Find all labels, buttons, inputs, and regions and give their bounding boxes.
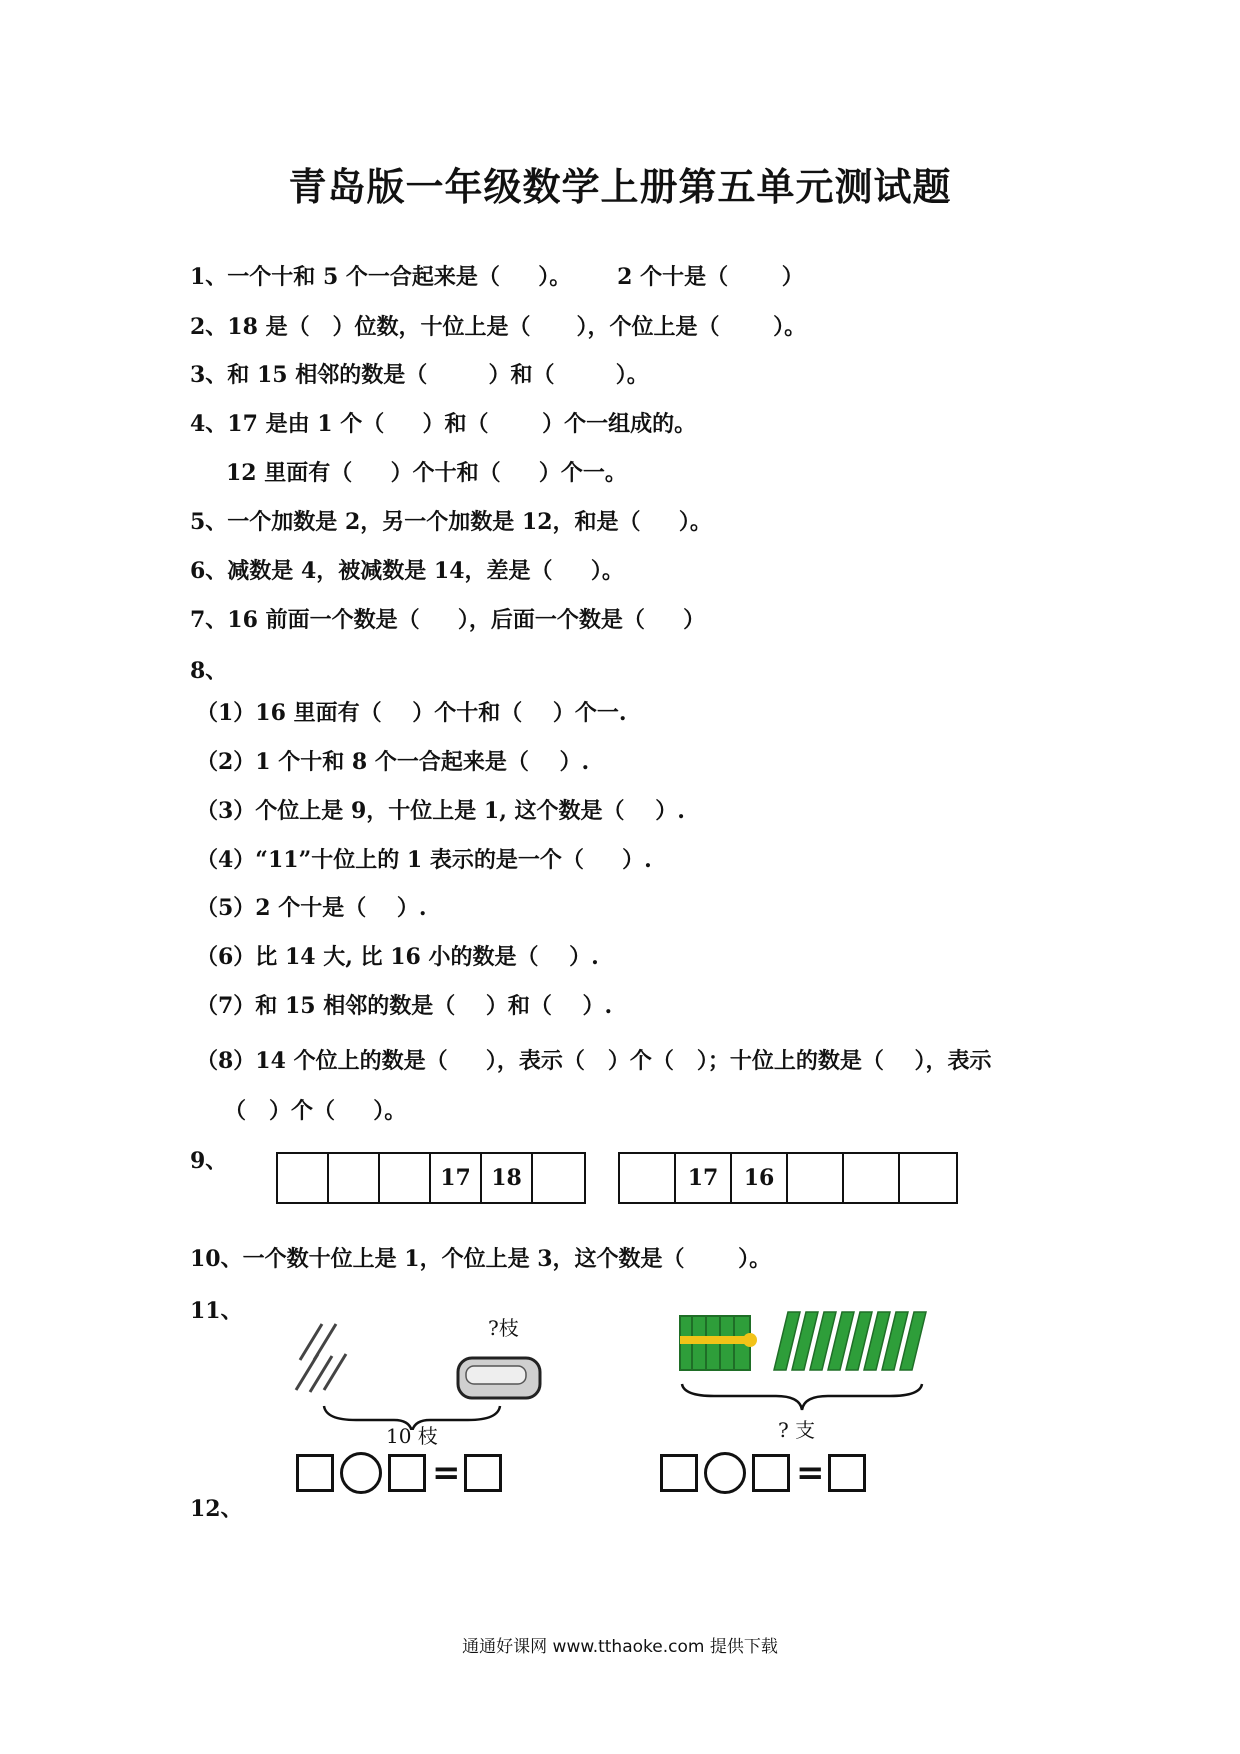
question-4b: 12 里面有（ ）个十和（ ）个一。 <box>226 460 627 486</box>
answer-box[interactable] <box>296 1454 334 1492</box>
answer-box[interactable] <box>464 1454 502 1492</box>
question-8-6: （6）比 14 大, 比 16 小的数是（ ）. <box>196 944 599 970</box>
number-grid-1 <box>276 1152 586 1204</box>
pencil-case-icon <box>458 1358 540 1398</box>
operator-circle[interactable] <box>340 1452 382 1494</box>
equals-sign: = <box>432 1453 461 1493</box>
grid-cell: 17 <box>676 1154 732 1202</box>
question-7: 7、16 前面一个数是（ ），后面一个数是（ ） <box>190 607 706 633</box>
grid-cell: 16 <box>732 1154 788 1202</box>
answer-box[interactable] <box>388 1454 426 1492</box>
page-title: 青岛版一年级数学上册第五单元测试题 <box>288 165 952 209</box>
question-8: 8、 <box>190 658 228 684</box>
question-12: 12、 <box>190 1496 243 1522</box>
question-3: 3、和 15 相邻的数是（ ）和（ ）。 <box>190 362 649 388</box>
right-brace <box>682 1384 922 1410</box>
pencil-icon <box>296 1324 346 1392</box>
equation-template-right <box>660 1452 866 1494</box>
answer-box[interactable] <box>828 1454 866 1492</box>
grid-cell <box>844 1154 900 1202</box>
right-total-label: ? 支 <box>778 1418 816 1442</box>
question-8-8b: （ ）个（ ）。 <box>224 1098 407 1124</box>
question-10: 10、一个数十位上是 1，个位上是 3，这个数是（ ）。 <box>190 1246 772 1272</box>
grid-cell <box>278 1154 329 1202</box>
footer-credit: 通通好课网 www.tthaoke.com 提供下载 <box>462 1637 778 1657</box>
grid-cell: 18 <box>482 1154 533 1202</box>
question-11: 11、 <box>190 1298 243 1324</box>
grid-cell <box>533 1154 584 1202</box>
stick-bundle-icon <box>680 1316 757 1370</box>
grid-cell <box>620 1154 676 1202</box>
grid-cell <box>329 1154 380 1202</box>
single-sticks-icon <box>774 1312 926 1370</box>
equation-template-left <box>296 1452 502 1494</box>
question-5: 5、一个加数是 2，另一个加数是 12，和是（ ）。 <box>190 509 712 535</box>
grid-cell <box>380 1154 431 1202</box>
answer-box[interactable] <box>660 1454 698 1492</box>
question-8-1: （1）16 里面有（ ）个十和（ ）个一. <box>196 700 627 726</box>
equals-sign: = <box>796 1453 825 1493</box>
left-question-label: ?枝 <box>488 1316 519 1340</box>
question-8-8a: （8）14 个位上的数是（ ），表示（ ）个（ ）；十位上的数是（ ），表示 <box>196 1048 992 1074</box>
question-8-5: （5）2 个十是（ ）. <box>196 895 427 921</box>
pencils-and-case-illustration <box>286 1310 566 1430</box>
question-8-3: （3）个位上是 9，十位上是 1, 这个数是（ ）. <box>196 798 685 824</box>
sticks-illustration <box>676 1306 956 1426</box>
question-6: 6、减数是 4，被减数是 14，差是（ ）。 <box>190 558 624 584</box>
number-grid-2 <box>618 1152 958 1204</box>
question-8-7: （7）和 15 相邻的数是（ ）和（ ）. <box>196 993 613 1019</box>
answer-box[interactable] <box>752 1454 790 1492</box>
grid-cell <box>900 1154 956 1202</box>
question-2: 2、18 是（ ）位数，十位上是（ ），个位上是（ ）。 <box>190 314 807 340</box>
grid-cell: 17 <box>431 1154 482 1202</box>
question-9: 9、 <box>190 1148 228 1174</box>
grid-cell <box>788 1154 844 1202</box>
question-1: 1、一个十和 5 个一合起来是（ ）。 2 个十是（ ） <box>190 264 804 290</box>
question-8-2: （2）1 个十和 8 个一合起来是（ ）. <box>196 749 590 775</box>
question-8-4: （4）“11”十位上的 1 表示的是一个（ ）. <box>196 847 652 873</box>
left-total-label: 10 枝 <box>386 1424 438 1448</box>
question-4a: 4、17 是由 1 个（ ）和（ ）个一组成的。 <box>190 411 697 437</box>
operator-circle[interactable] <box>704 1452 746 1494</box>
